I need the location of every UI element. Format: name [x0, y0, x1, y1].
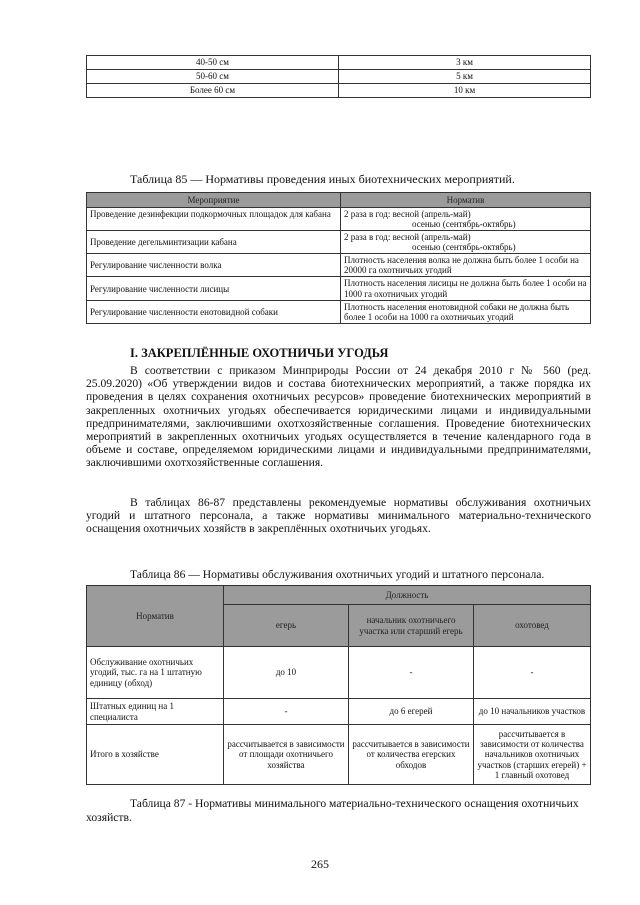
norm-line: осенью (сентябрь-октябрь) [412, 242, 516, 253]
table-row [87, 231, 591, 254]
section-title: I. ЗАКРЕПЛЁННЫЕ ОХОТНИЧЬИ УГОДЬЯ [130, 346, 389, 360]
table-cell: 5 км [339, 70, 591, 84]
paragraph: В соответствии с приказом Минприроды России от 24 декабря 2010 г № 560 (ред. 25.09.2020) «Об утверждении видов и состава биотехнических мероприятий, а также порядка их проведения в целях сохранения охотничьих ресурсов» проведение биотехнических мероприятий в закрепленных охотничьих угодьях обеспечивается юридическими лицами и индивидуальными предпринимателями, заключившими охотхозяйственные соглашения. Проведение биотехнических мероприятий в закрепленных охотничьих угодьях осуществляется в течение календарного года в объеме и составе, определяемом юридическими лицами и индивидуальными предпринимателями, заключившими охотхозяйственные соглашения. [86, 364, 591, 470]
table-header-row [87, 586, 591, 605]
table-row [87, 56, 591, 70]
column-header: охотовед [474, 605, 591, 647]
table-cell: рассчитывается в зависимости от количества егерских обходов [349, 725, 474, 785]
page-number: 265 [311, 857, 329, 871]
table-row [87, 647, 591, 699]
activity-cell: Проведение дезинфекции подкормочных площадок для кабана [87, 208, 341, 231]
table-row [87, 277, 591, 300]
row-label: Обслуживание охотничьих угодий, тыс. га на 1 штатную единицу (обход) [87, 647, 224, 699]
norm-cell: Плотность населения волка не должна быть более 1 особи на 20000 га охотничьих угодий [341, 254, 591, 277]
table-87-caption: Таблица 87 - Нормативы минимального материально-технического оснащения охотничьих хозяйств. [86, 797, 579, 824]
norm-line: 2 раза в год: весной (апрель-май) [344, 209, 471, 219]
table-86 [86, 585, 591, 785]
table-cell: 50-60 см [87, 70, 339, 84]
table-row [87, 699, 591, 725]
table-row [87, 300, 591, 323]
column-header: Норматив [341, 193, 591, 208]
table-row [87, 84, 591, 98]
table-row [87, 725, 591, 785]
norm-line: осенью (сентябрь-октябрь) [412, 219, 516, 230]
table-cell: рассчитывается в зависимости от количества начальников охотничьих участков (старших егерей) + 1 главный охотовед [474, 725, 591, 785]
norm-cell [341, 208, 591, 231]
table-row [87, 254, 591, 277]
activity-cell: Регулирование численности енотовидной собаки [87, 300, 341, 323]
norm-cell: Плотность населения енотовидной собаки не должна быть более 1 особи на 1000 га охотничьих угодий [341, 300, 591, 323]
activity-cell: Регулирование численности волка [87, 254, 341, 277]
column-header: Норматив [87, 586, 224, 647]
column-header: егерь [224, 605, 349, 647]
table-85-caption: Таблица 85 — Нормативы проведения иных биотехнических мероприятий. [130, 172, 515, 186]
activity-cell: Проведение дегельминтизации кабана [87, 231, 341, 254]
table-cell: - [474, 647, 591, 699]
table-86-caption: Таблица 86 — Нормативы обслуживания охотничьих угодий и штатного персонала. [130, 568, 545, 581]
paragraph: В таблицах 86-87 представлены рекомендуемые нормативы обслуживания охотничьих угодий и штатного персонала, а также нормативы минимального материально-технического оснащения охотничьих хозяйств в закреплённых охотничьих угодьях. [86, 496, 591, 536]
norm-line: 2 раза в год: весной (апрель-май) [344, 232, 471, 243]
table-cell: до 6 егерей [349, 699, 474, 725]
row-label: Штатных единиц на 1 специалиста [87, 699, 224, 725]
activity-cell: Регулирование численности лисицы [87, 277, 341, 300]
table-85 [86, 192, 591, 324]
distance-table [86, 55, 591, 98]
column-header: начальник охотничьего участка или старший егерь [349, 605, 474, 647]
row-label: Итого в хозяйстве [87, 725, 224, 785]
table-cell: - [349, 647, 474, 699]
column-header-group: Должность [224, 586, 591, 605]
table-cell: рассчитывается в зависимости от площади охотничьего хозяйства [224, 725, 349, 785]
table-cell: 10 км [339, 84, 591, 98]
table-cell: 40-50 см [87, 56, 339, 70]
table-cell: до 10 начальников участков [474, 699, 591, 725]
norm-cell: Плотность населения лисицы не должна быть более 1 особи на 1000 га охотничьих угодий [341, 277, 591, 300]
table-cell: - [224, 699, 349, 725]
table-row [87, 208, 591, 231]
column-header: Мероприятие [87, 193, 341, 208]
table-row [87, 70, 591, 84]
table-cell: 3 км [339, 56, 591, 70]
table-header-row [87, 193, 591, 208]
norm-cell [341, 231, 591, 254]
table-cell: до 10 [224, 647, 349, 699]
table-cell: Более 60 см [87, 84, 339, 98]
